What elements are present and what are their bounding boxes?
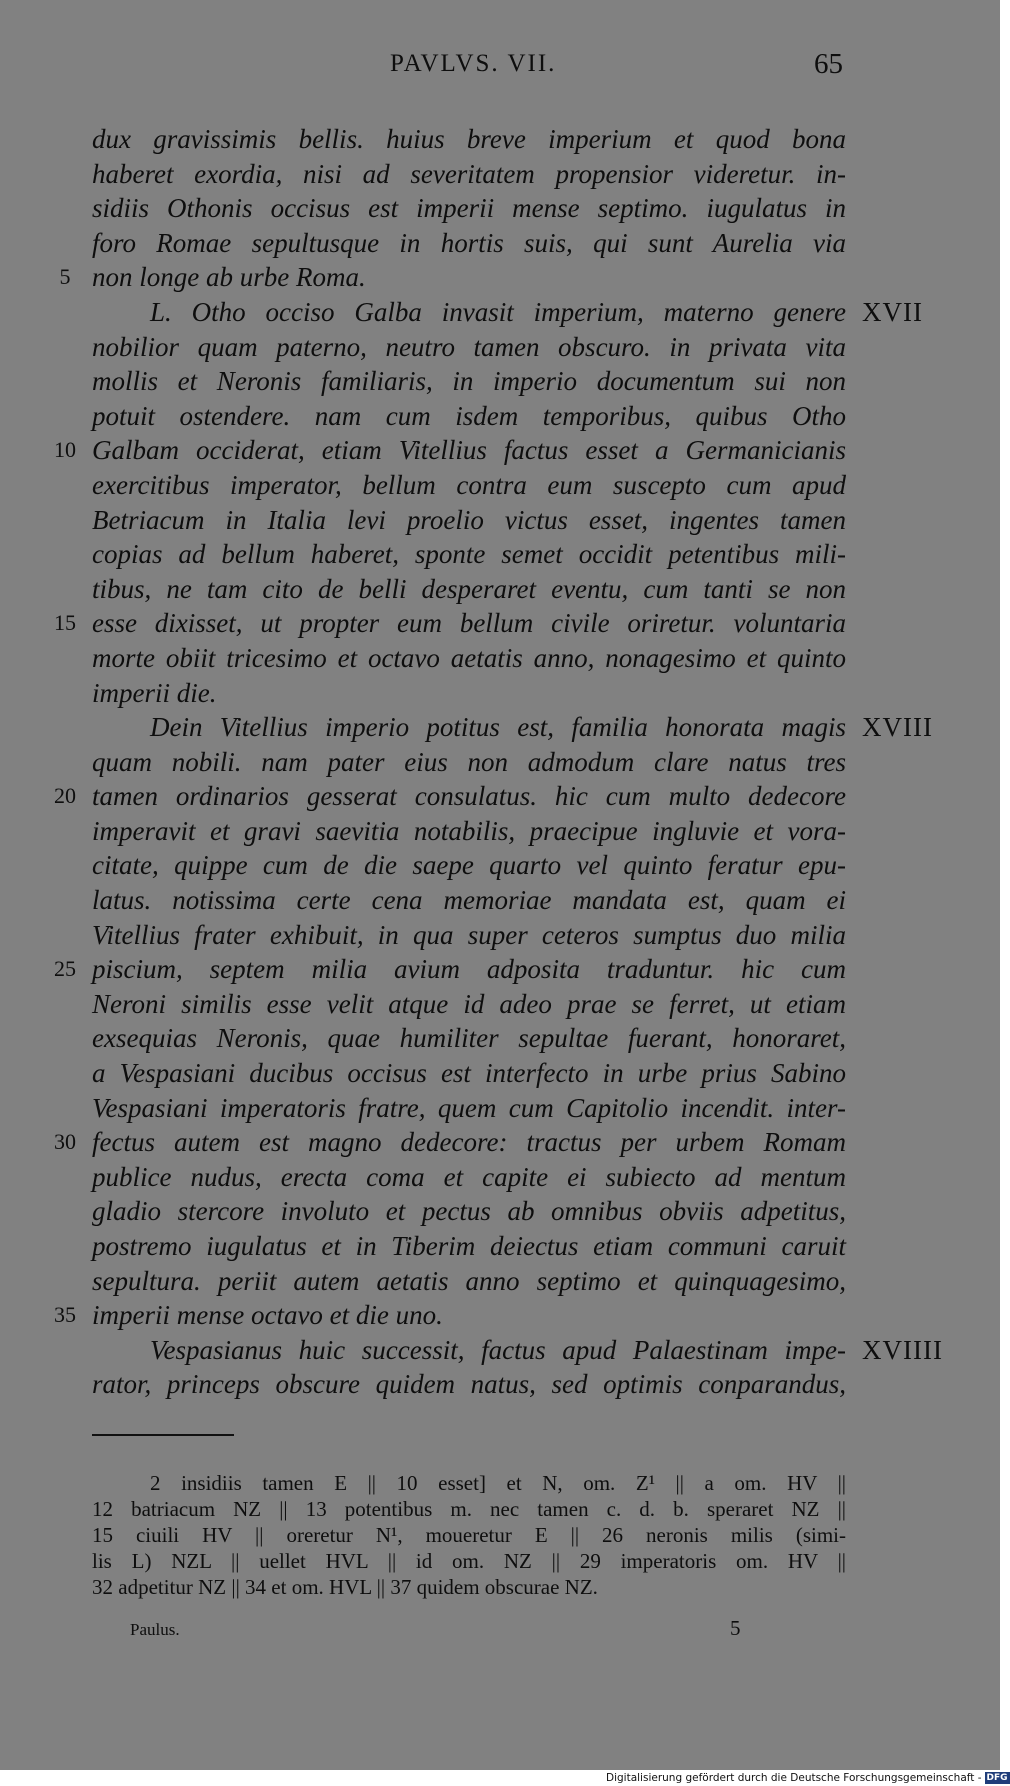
text-line <box>0 260 1000 295</box>
line-text: potuit ostendere. nam cum isdem temporibus, quibus Otho <box>92 400 846 431</box>
apparatus-text: lis L) NZL || uellet HVL || id om. NZ || 29 imperatoris om. HV || <box>92 1549 846 1573</box>
text-line <box>0 848 1000 883</box>
apparatus-text: 15 ciuili HV || oreretur N¹, moueretur E || 26 neronis milis (simi- <box>92 1523 846 1547</box>
line-text: exercitibus imperator, bellum contra eum suscepto cum apud <box>92 469 846 500</box>
main-text <box>0 122 1000 1402</box>
text-line <box>0 676 1000 711</box>
apparatus-text: 2 insidiis tamen E || 10 esset] et N, om. Z¹ || a om. HV || <box>150 1471 846 1495</box>
line-text: fectus autem est magno dedecore: tractus per urbem Romam <box>92 1127 846 1158</box>
line-text: nobilior quam paterno, neutro tamen obscuro. in privata vita <box>92 331 846 362</box>
line-text: publice nudus, erecta coma et capite ei subiecto ad mentum <box>92 1161 846 1192</box>
line-number: 5 <box>59 264 71 290</box>
line-text: citate, quippe cum de die saepe quarto vel quinto feratur epu- <box>92 850 846 881</box>
apparatus-line <box>0 1496 1000 1522</box>
text-line <box>0 399 1000 434</box>
text-line <box>0 1160 1000 1195</box>
line-text: imperii die. <box>92 677 217 708</box>
text-line <box>0 641 1000 676</box>
text-line <box>0 468 1000 503</box>
line-text: mollis et Neronis familiaris, in imperio documentum sui non <box>92 366 846 397</box>
dfg-logo-icon: DFG <box>986 1773 1008 1783</box>
line-text: Neroni similis esse velit atque id adeo prae se ferret, ut etiam <box>92 988 846 1019</box>
line-text: Dein Vitellius imperio potitus est, familia honorata magis <box>150 712 846 743</box>
line-text: tamen ordinarios gesserat consulatus. hic cum multo dedecore <box>92 781 846 812</box>
chapter-number: XVII <box>862 296 923 327</box>
text-line <box>0 710 1000 745</box>
signature-number: 5 <box>730 1616 741 1640</box>
line-number: 30 <box>54 1129 76 1155</box>
line-text: copias ad bellum haberet, sponte semet occidit petentibus mili- <box>92 539 846 570</box>
text-line <box>0 537 1000 572</box>
signature-mark: Paulus. <box>130 1620 180 1639</box>
text-line <box>0 1091 1000 1126</box>
line-text: exsequias Neronis, quae humiliter sepultae fuerant, honoraret, <box>92 1023 846 1054</box>
line-text: haberet exordia, nisi ad severitatem propensior videretur. in- <box>92 158 846 189</box>
apparatus-line <box>0 1522 1000 1548</box>
line-text: Betriacum in Italia levi proelio victus esset, ingentes tamen <box>92 504 846 535</box>
page-number: 65 <box>814 48 843 80</box>
line-text: piscium, septem milia avium adposita traduntur. hic cum <box>92 954 846 985</box>
text-line <box>0 1125 1000 1160</box>
text-line <box>0 1264 1000 1299</box>
line-text: tibus, ne tam cito de belli desperaret eventu, cum tanti se non <box>92 573 846 604</box>
digitization-text: Digitalisierung gefördert durch die Deutsche Forschungsgemeinschaft - <box>606 1772 982 1784</box>
text-line <box>0 883 1000 918</box>
running-head-title: PAVLVS. VII. <box>390 50 557 77</box>
text-line <box>0 1229 1000 1264</box>
critical-apparatus <box>0 1470 1000 1600</box>
line-text: postremo iugulatus et in Tiberim deiectus etiam communi caruit <box>92 1231 846 1261</box>
text-line <box>0 503 1000 538</box>
text-line <box>0 572 1000 607</box>
footnote-rule <box>92 1434 234 1436</box>
text-line <box>0 987 1000 1022</box>
line-text: a Vespasiani ducibus occisus est interfecto in urbe prius Sabino <box>92 1058 846 1089</box>
text-line <box>0 122 1000 157</box>
line-number: 35 <box>54 1302 76 1328</box>
line-number: 20 <box>54 783 76 809</box>
text-line <box>0 295 1000 330</box>
text-line <box>0 1194 1000 1229</box>
text-line <box>0 745 1000 780</box>
text-line <box>0 952 1000 987</box>
text-line <box>0 1367 1000 1402</box>
line-text: Vitellius frater exhibuit, in qua super ceteros sumptus duo milia <box>92 919 846 950</box>
line-text: rator, princeps obscure quidem natus, sed optimis conparandus, <box>92 1369 846 1400</box>
line-text: sidiis Othonis occisus est imperii mense septimo. iugulatus in <box>92 193 846 224</box>
line-text: Vespasiani imperatoris fratre, quem cum Capitolio incendit. inter- <box>92 1092 846 1123</box>
text-line <box>0 1021 1000 1056</box>
line-text: morte obiit tricesimo et octavo aetatis anno, nonagesimo et quinto <box>92 642 846 673</box>
line-number: 25 <box>54 956 76 982</box>
line-text: Vespasianus huic successit, factus apud Palaestinam impe- <box>150 1334 846 1365</box>
line-text: gladio stercore involuto et pectus ab omnibus obviis adpetitus, <box>92 1196 846 1227</box>
line-text: dux gravissimis bellis. huius breve imperium et quod bona <box>92 124 846 154</box>
text-line <box>0 918 1000 953</box>
apparatus-line <box>0 1470 1000 1496</box>
line-number: 10 <box>54 437 76 463</box>
text-line <box>0 1298 1000 1333</box>
text-line <box>0 814 1000 849</box>
text-line <box>0 1333 1000 1368</box>
text-line <box>0 779 1000 814</box>
line-text: sepultura. periit autem aetatis anno septimo et quinquagesimo, <box>92 1265 846 1296</box>
text-line <box>0 433 1000 468</box>
text-line <box>0 226 1000 261</box>
apparatus-line <box>0 1574 1000 1600</box>
text-line <box>0 364 1000 399</box>
apparatus-line <box>0 1548 1000 1574</box>
text-line <box>0 330 1000 365</box>
text-line <box>0 191 1000 226</box>
line-text: quam nobili. nam pater eius non admodum clare natus tres <box>92 746 846 777</box>
running-head <box>0 50 1000 86</box>
digitization-note <box>606 1770 1008 1786</box>
text-line <box>0 1056 1000 1091</box>
line-number: 15 <box>54 610 76 636</box>
line-text: latus. notissima certe cena memoriae mandata est, quam ei <box>92 885 846 916</box>
text-line <box>0 157 1000 192</box>
text-line <box>0 606 1000 641</box>
line-text: esse dixisset, ut propter eum bellum civile oriretur. voluntaria <box>92 608 846 639</box>
line-text: foro Romae sepultusque in hortis suis, qui sunt Aurelia via <box>92 227 846 258</box>
line-text: non longe ab urbe Roma. <box>92 262 366 293</box>
line-text: imperii mense octavo et die uno. <box>92 1300 443 1331</box>
line-text: Galbam occiderat, etiam Vitellius factus esset a Germanicianis <box>92 435 846 466</box>
apparatus-text: 32 adpetitur NZ || 34 et om. HVL || 37 quidem obscurae NZ. <box>92 1575 598 1599</box>
line-text: imperavit et gravi saevitia notabilis, praecipue ingluvie et vora- <box>92 815 846 846</box>
chapter-number: XVIII <box>862 712 933 743</box>
apparatus-text: 12 batriacum NZ || 13 potentibus m. nec tamen c. d. b. speraret NZ || <box>92 1497 846 1521</box>
line-text: L. Otho occiso Galba invasit imperium, materno genere <box>150 296 846 327</box>
chapter-number: XVIIII <box>862 1334 943 1365</box>
